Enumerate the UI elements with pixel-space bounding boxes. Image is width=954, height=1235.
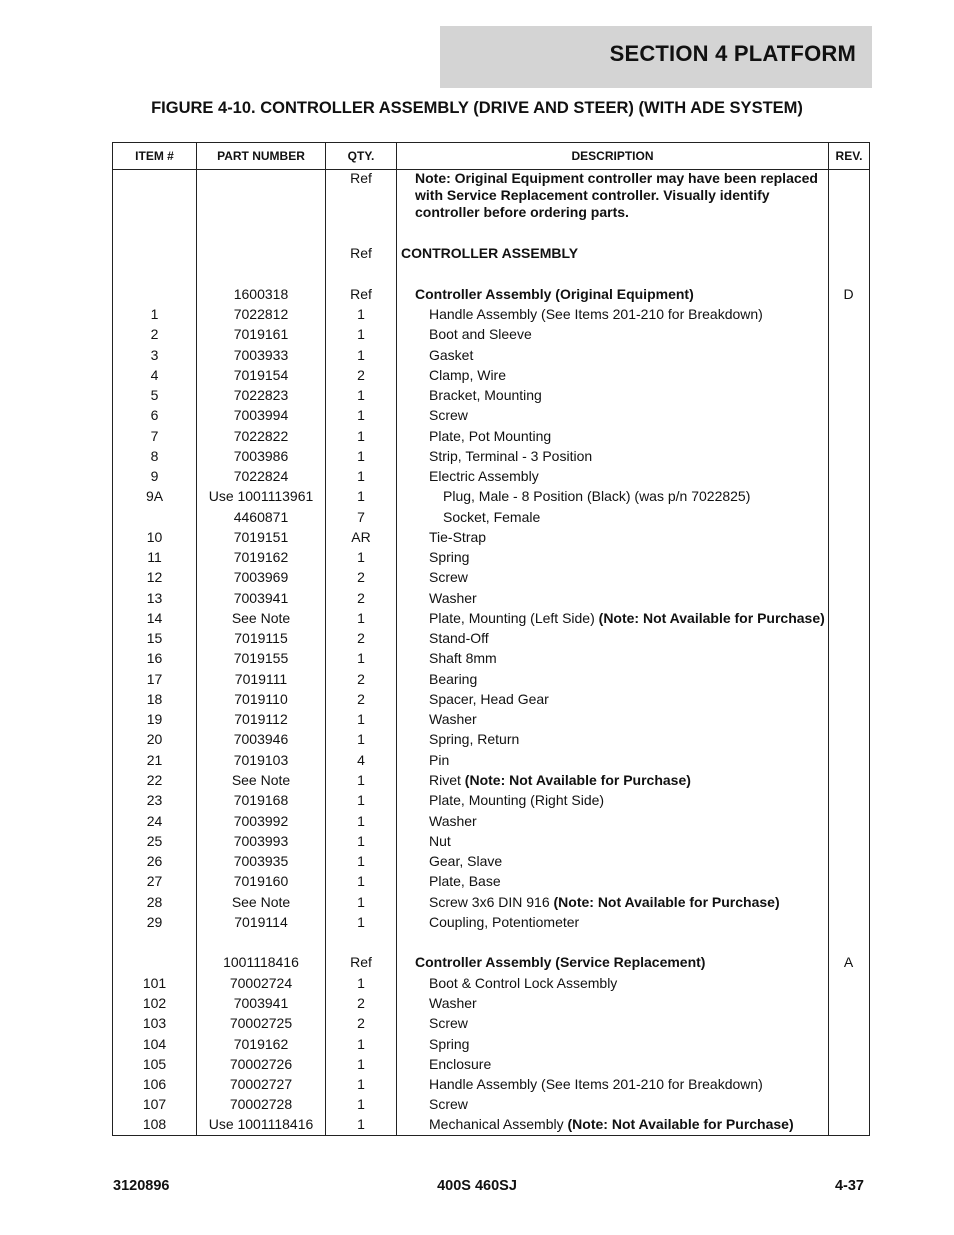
quantity: Ref [350,245,372,261]
quantity: 2 [357,1015,365,1032]
description-text: Screw [429,1015,468,1032]
description [397,549,859,566]
description-text: Screw 3x6 DIN 916 [429,893,554,910]
description-text: Washer [429,589,477,606]
description [397,448,859,465]
figure-title: FIGURE 4-10. CONTROLLER ASSEMBLY (DRIVE AND STEER) (WITH ADE SYSTEM) [151,99,803,117]
quantity: Ref [350,170,372,186]
quantity: 1 [357,853,365,870]
description-text: Bracket, Mounting [429,387,542,404]
description [397,428,859,445]
part-number: See Note [231,609,291,626]
quantity: 1 [357,1055,365,1072]
quantity: 1 [357,387,365,404]
description [397,529,859,546]
part-number: 7019162 [233,549,289,566]
item-number: 27 [146,873,163,890]
item-number: 13 [146,589,163,606]
description [397,326,859,343]
quantity: 1 [357,427,365,444]
description-text: Screw [429,407,468,424]
description [397,1096,859,1113]
item-number: 12 [146,569,163,586]
description-text: Strip, Terminal - 3 Position [429,447,593,464]
description-text: Electric Assembly [429,468,539,485]
quantity: Ref [350,286,372,302]
description [397,792,859,809]
description-text: Rivet [429,771,465,788]
part-number: Use 1001113961 [208,488,314,505]
header-part-number: PART NUMBER [217,149,305,163]
footer-document-number: 3120896 [113,1178,170,1194]
description [397,245,831,262]
part-number: 7019115 [234,630,288,647]
description-text: Spring, Return [429,731,520,748]
item-number: 107 [142,1096,167,1113]
item-number: 6 [150,407,159,424]
description-text: Plate, Mounting (Right Side) [429,792,605,809]
part-number: 7019110 [234,690,288,707]
description-text: Socket, Female [443,508,541,525]
item-number: 22 [146,771,163,788]
item-number: 29 [146,913,163,930]
description [397,387,859,404]
quantity: 1 [357,893,365,910]
quantity: 1 [357,711,365,728]
description-text: Mechanical Assembly [429,1116,568,1133]
item-number: 24 [146,812,163,829]
quantity: 7 [357,508,365,525]
item-number: 4 [150,366,159,383]
description [397,610,859,627]
quantity: 1 [357,1096,365,1113]
part-number: 7003986 [233,447,289,464]
part-number: 7019112 [234,711,288,728]
description [397,772,859,789]
description-text: Controller Assembly (Service Replacement) [415,954,706,970]
description-text: Spring [429,1035,470,1052]
part-number: 7003935 [233,853,289,870]
quantity: 1 [357,812,365,829]
description-text: Handle Assembly (See Items 201-210 for Breakdown) [429,1076,763,1092]
description [397,569,859,586]
part-number: 7019103 [233,751,289,768]
item-number: 26 [146,853,163,870]
part-number: 7019168 [233,792,289,809]
description-text: Shaft 8mm [429,650,497,667]
part-number: 7019161 [233,326,289,343]
description-text: Coupling, Potentiometer [429,913,580,930]
quantity: 1 [357,975,365,991]
description [397,833,859,850]
item-number: 21 [146,751,163,768]
parts-table [112,142,870,1136]
item-number: 1 [150,306,159,322]
item-number: 103 [142,1015,167,1032]
quantity: 4 [357,751,365,768]
quantity: 2 [357,690,365,707]
description [397,630,859,647]
description [397,671,859,688]
description-text: Spring [429,549,470,566]
quantity: 1 [357,792,365,809]
description-text: Boot and Sleeve [429,326,532,343]
part-number: Use 1001118416 [208,1116,314,1133]
availability-note: (Note: Not Available for Purchase) [567,1116,794,1133]
item-number: 102 [142,995,167,1012]
description [397,873,859,890]
header-item: ITEM # [135,149,174,163]
quantity: 1 [357,1116,365,1133]
item-number: 23 [146,792,163,809]
description-text: Plate, Base [429,873,501,890]
description-text: CONTROLLER ASSEMBLY [401,245,579,261]
revision: A [843,954,854,970]
description-text: Plate, Mounting (Left Side) [429,609,599,626]
part-number: 7019111 [234,670,288,687]
item-number: 2 [150,326,159,343]
quantity: 1 [357,731,365,748]
quantity: 1 [357,549,365,566]
quantity: AR [351,528,371,545]
description [397,1116,859,1133]
description-text: Washer [429,995,477,1012]
item-number: 11 [147,549,162,566]
quantity: 1 [357,407,365,424]
part-number: 7003941 [233,589,289,606]
description-text: Screw [429,1096,468,1113]
quantity: 1 [357,832,365,849]
description [397,731,859,748]
part-number: 4460871 [233,508,289,525]
item-number: 9 [150,468,159,485]
description-text: Plug, Male - 8 Position (Black) (was p/n 7022825) [443,488,751,505]
description-text: Tie-Strap [429,528,487,545]
part-number: 70002724 [229,975,293,991]
description [397,407,859,424]
description [397,975,859,992]
part-number: 1600318 [233,286,289,302]
quantity: 1 [357,913,365,930]
part-number: 7003969 [233,569,289,586]
description [397,367,859,384]
description-text: Note: Original Equipment controller may have been replaced with Service Replacement controller. Visually identify controller before ordering parts. [415,170,818,220]
quantity: 1 [357,346,365,363]
description [397,1036,859,1053]
description [397,894,859,911]
description [397,170,833,221]
quantity: 1 [357,468,365,485]
item-number: 9A [145,488,164,505]
description [397,813,859,830]
item-number: 105 [142,1055,167,1072]
item-number: 10 [146,528,163,545]
part-number: 70002726 [229,1055,293,1072]
description [397,488,873,505]
item-number: 25 [146,832,163,849]
section-header-box [440,26,872,88]
description [397,954,845,971]
description-text: Handle Assembly (See Items 201-210 for Breakdown) [429,306,763,322]
part-number: 7022824 [233,468,289,485]
description-text: Nut [429,832,451,849]
availability-note: (Note: Not Available for Purchase) [598,609,825,626]
item-number: 5 [150,387,159,404]
part-number: 7019151 [233,528,289,545]
part-number: 70002725 [229,1015,293,1032]
description-text: Enclosure [429,1055,492,1072]
description [397,1056,859,1073]
header-description: DESCRIPTION [571,149,654,163]
description [397,286,845,303]
part-number: 7003993 [233,832,289,849]
description [397,752,859,769]
description-text: Boot & Control Lock Assembly [429,975,618,991]
availability-note: (Note: Not Available for Purchase) [553,893,780,910]
description [397,691,859,708]
description-text: Screw [429,569,468,586]
quantity: 2 [357,630,365,647]
part-number: 7019155 [233,650,289,667]
description [397,590,859,607]
description [397,650,859,667]
part-number: 7019160 [233,873,289,890]
quantity: 1 [357,488,365,505]
header-qty: QTY. [347,149,375,163]
part-number: 7003941 [233,995,289,1012]
description-text: Gear, Slave [429,853,503,870]
part-number: 7022823 [233,387,289,404]
quantity: 1 [357,1076,365,1092]
item-number: 104 [142,1035,167,1052]
quantity: 1 [357,447,365,464]
item-number: 15 [146,630,163,647]
quantity: 1 [357,650,365,667]
item-number: 14 [146,609,163,626]
description-text: Gasket [429,346,474,363]
part-number: 1001118416 [223,954,299,970]
part-number: 7019154 [233,366,289,383]
part-number: 7003992 [233,812,289,829]
item-number: 17 [146,670,163,687]
item-number: 28 [146,893,163,910]
description [397,509,873,526]
description [397,468,859,485]
item-number: 20 [146,731,163,748]
item-number: 101 [142,975,167,991]
part-number: 70002727 [229,1076,293,1092]
part-number: 7019162 [233,1035,289,1052]
description-text: Washer [429,812,477,829]
part-number: 7019114 [234,913,288,930]
item-number: 106 [142,1076,167,1092]
item-number: 108 [142,1116,167,1133]
description [397,914,859,931]
description-text: Stand-Off [429,630,489,647]
description-text: Washer [429,711,477,728]
part-number: 7003946 [233,731,289,748]
quantity: 1 [357,1035,365,1052]
availability-note: (Note: Not Available for Purchase) [464,771,691,788]
item-number: 7 [150,427,159,444]
part-number: See Note [231,771,291,788]
description [397,995,859,1012]
description [397,1076,859,1093]
item-number: 18 [146,690,163,707]
header-rev: REV. [835,149,863,163]
item-number: 8 [150,447,159,464]
part-number: 70002728 [229,1096,293,1113]
quantity: 2 [357,670,365,687]
description [397,347,859,364]
description-text: Plate, Pot Mounting [429,427,552,444]
quantity: 2 [357,366,365,383]
footer-model: 400S 460SJ [437,1178,517,1194]
part-number: 7003994 [233,407,289,424]
part-number: 7003933 [233,346,289,363]
item-number: 16 [146,650,163,667]
item-number: 19 [146,711,163,728]
quantity: 2 [357,589,365,606]
description-text: Clamp, Wire [429,366,507,383]
description-text: Controller Assembly (Original Equipment) [415,286,694,302]
part-number: 7022812 [233,306,289,322]
description-text: Spacer, Head Gear [429,690,549,707]
quantity: 1 [357,609,365,626]
section-title: SECTION 4 PLATFORM [609,41,856,66]
quantity: 1 [357,873,365,890]
description-text: Bearing [429,670,478,687]
footer-page-number: 4-37 [834,1178,864,1194]
revision: D [843,286,854,302]
description [397,853,859,870]
part-number: 7022822 [233,427,289,444]
description [397,1015,859,1032]
part-number: See Note [231,893,291,910]
quantity: 2 [357,995,365,1012]
quantity: 1 [357,771,365,788]
item-number: 3 [150,346,159,363]
description-text: Pin [429,751,450,768]
quantity: 1 [357,326,365,343]
description [397,711,859,728]
quantity: 2 [357,569,365,586]
quantity: Ref [350,954,372,970]
quantity: 1 [357,306,365,322]
description [397,306,859,323]
